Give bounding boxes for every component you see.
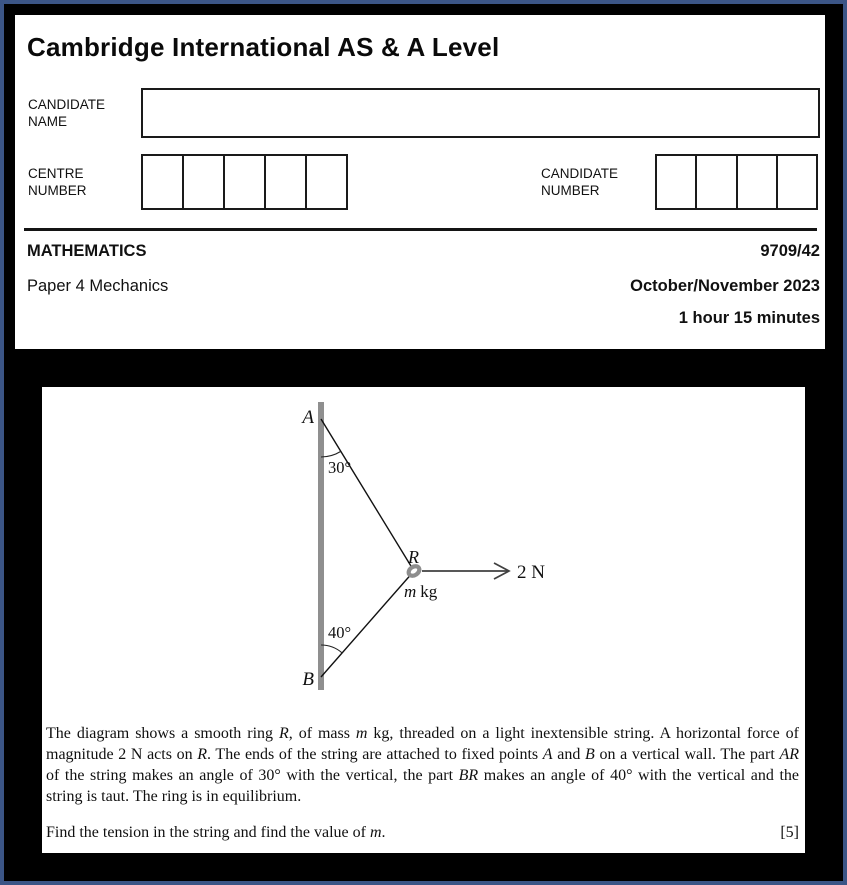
candidate-name-label-line1: CANDIDATE (28, 97, 106, 112)
paper-code: 9709/42 (760, 242, 820, 260)
duration-row (27, 309, 820, 328)
angle-30-label: 30° (328, 458, 352, 477)
centre-number-cell[interactable] (143, 156, 182, 208)
candidate-number-cell[interactable] (736, 156, 776, 208)
centre-number-cell[interactable] (264, 156, 305, 208)
angle-40-label: 40° (328, 623, 352, 642)
candidate-number-label-line2: NUMBER (541, 183, 600, 198)
question-task-text: Find the tension in the string and find the value of m. (46, 824, 386, 841)
centre-number-label (28, 165, 87, 199)
centre-number-cell[interactable] (182, 156, 223, 208)
point-b-label: B (302, 669, 314, 690)
subject-row (27, 242, 820, 261)
force-magnitude-label: 2 N (517, 562, 545, 583)
candidate-name-label (28, 96, 105, 130)
candidate-name-label-line2: NAME (28, 114, 68, 129)
mass-unit: kg (420, 582, 438, 601)
candidate-number-cell[interactable] (776, 156, 816, 208)
angle-arc-40 (321, 645, 342, 653)
candidate-number-grid[interactable] (655, 154, 818, 210)
header-divider-rule (24, 228, 817, 231)
mass-label (404, 582, 438, 601)
candidate-name-field[interactable] (141, 88, 820, 138)
candidate-number-cell[interactable] (695, 156, 735, 208)
point-a-label: A (302, 407, 314, 428)
candidate-number-cell[interactable] (657, 156, 695, 208)
exam-header-card (15, 15, 825, 349)
string-AR (321, 419, 414, 571)
candidate-number-label-line1: CANDIDATE (541, 166, 619, 181)
marks-badge: [5] (780, 824, 799, 841)
vertical-wall (318, 402, 324, 690)
question-paragraph: The diagram shows a smooth ring R, of mass m kg, threaded on a light inextensible string. A horizontal force of magnitude 2 N acts on R. The ends of the string are attached to fixed points A and B on a vertical wall. The part AR of the string makes an angle of 30° with the vertical, the part BR makes an angle of 40° with the vertical and the string is taut. The ring is in equilibrium. (46, 725, 800, 805)
exam-session: October/November 2023 (630, 277, 820, 295)
candidate-number-label (541, 165, 618, 199)
ring-r-label: R (408, 547, 419, 567)
exam-duration: 1 hour 15 minutes (678, 309, 820, 327)
centre-number-label-line1: CENTRE (28, 166, 84, 181)
paper-title-row (27, 277, 820, 296)
exam-board-title: Cambridge International AS & A Level (27, 32, 500, 62)
mechanics-diagram (42, 387, 805, 720)
centre-number-cell[interactable] (305, 156, 346, 208)
question-card (42, 387, 805, 853)
centre-number-label-line2: NUMBER (28, 183, 87, 198)
subject-name: MATHEMATICS (27, 242, 147, 260)
paper-title: Paper 4 Mechanics (27, 277, 169, 295)
mass-variable: m (404, 582, 417, 601)
centre-number-cell[interactable] (223, 156, 264, 208)
question-task-row (46, 824, 799, 842)
centre-number-grid[interactable] (141, 154, 348, 210)
